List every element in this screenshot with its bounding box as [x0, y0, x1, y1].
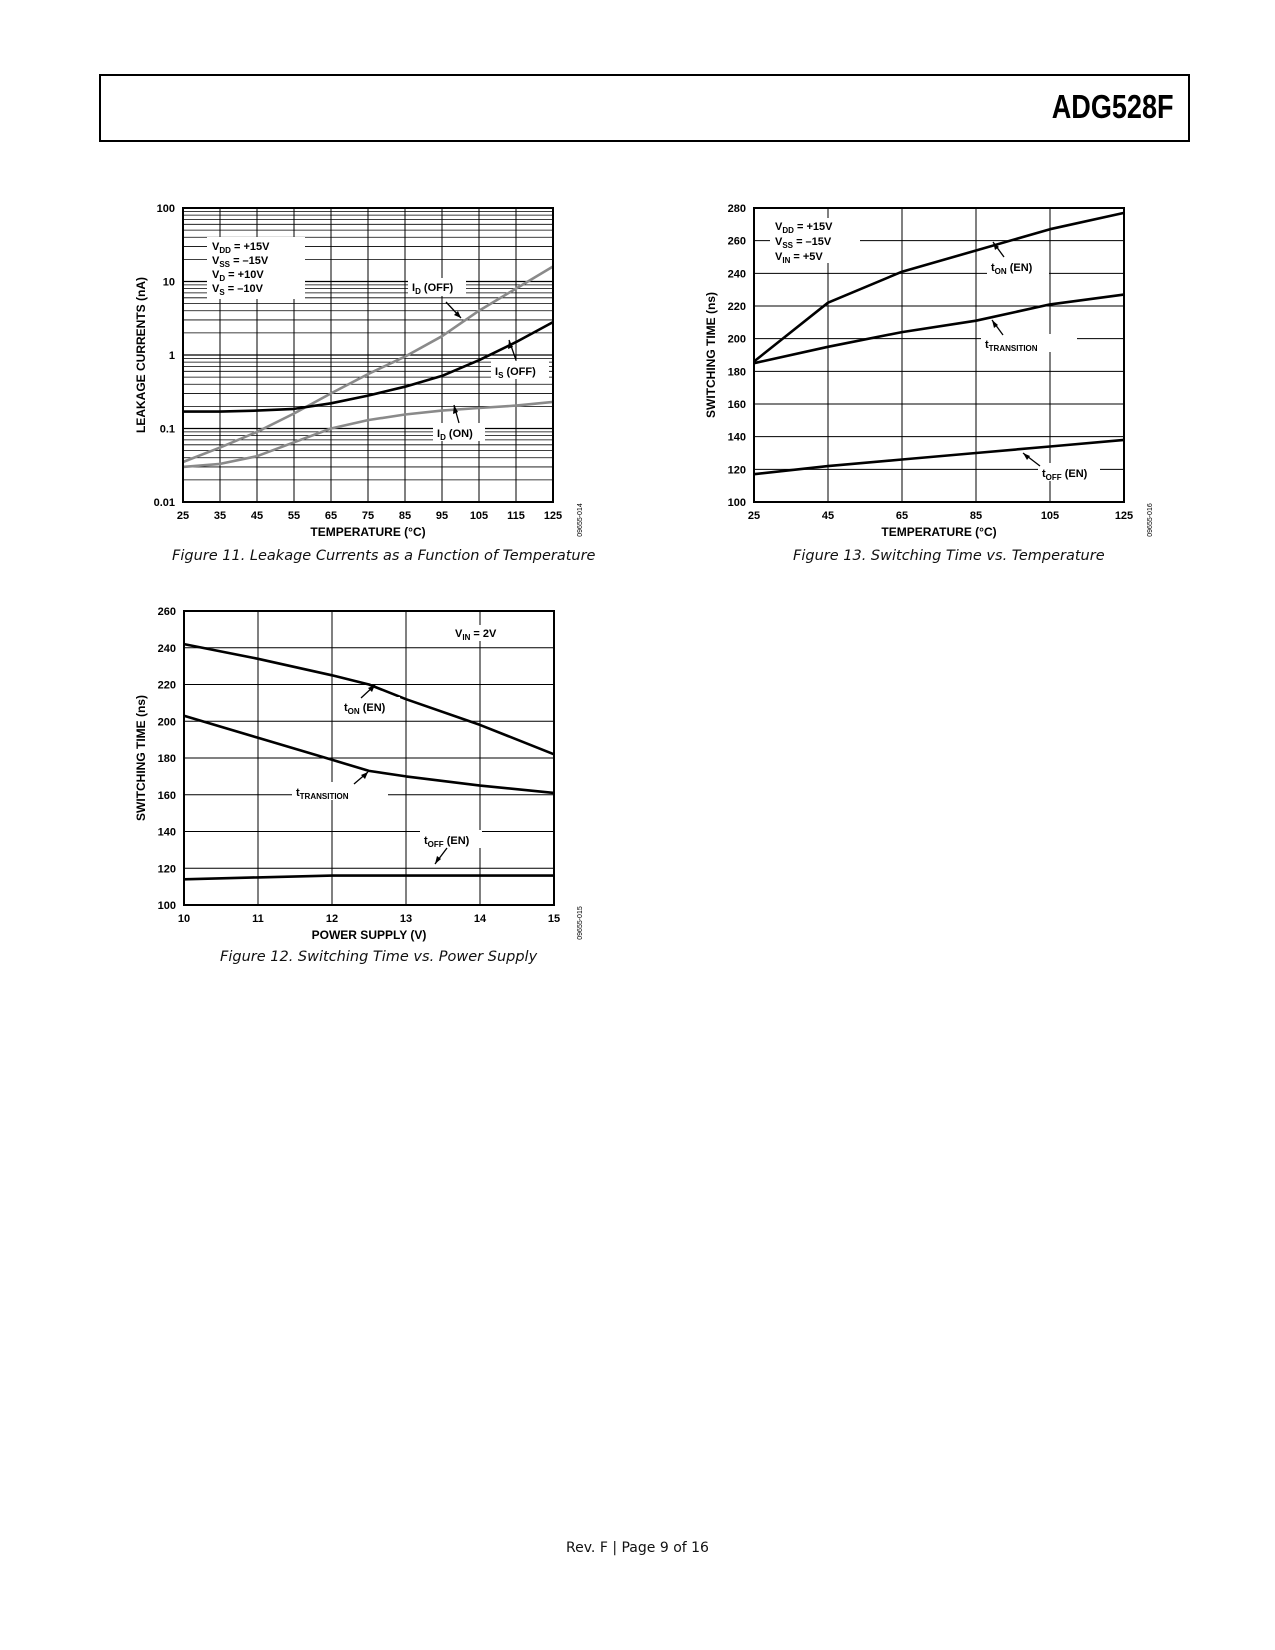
label-id-on: $I_D$ (ON): [437, 428, 473, 442]
page-footer: Rev. F | Page 9 of 16: [566, 1540, 709, 1556]
x-tick-label: 11: [252, 913, 264, 925]
condition-vss: $V_{SS} = -15V$: [775, 236, 832, 250]
condition-vs: $V_S = -10V$: [212, 283, 263, 297]
y-tick-label: 240: [157, 642, 176, 655]
y-tick-label: 180: [157, 753, 176, 765]
y-tick-label: 200: [727, 333, 746, 346]
x-tick-label: 125: [543, 510, 563, 522]
x-tick-label: 45: [821, 510, 835, 522]
x-tick-label: 65: [324, 510, 338, 522]
x-tick-label: 85: [969, 510, 983, 522]
x-tick-label: 65: [895, 510, 909, 522]
label-ttransition: $t_{TRANSITION}$: [296, 787, 349, 801]
series-line-ttransition: [184, 716, 554, 793]
label-id-off: $I_D$ (OFF): [412, 282, 454, 296]
x-tick-label: 105: [1040, 510, 1060, 522]
y-axis-title: LEAKAGE CURRENTS (nA): [134, 277, 148, 433]
x-tick-label: 95: [435, 510, 449, 522]
x-tick-label: 10: [177, 913, 191, 925]
figure-11-caption: Figure 11. Leakage Currents as a Function of Temperature: [172, 548, 596, 564]
y-tick-label: 100: [156, 203, 175, 215]
y-tick-label: 100: [157, 900, 176, 912]
label-toff-en: $t_{OFF}$ (EN): [424, 835, 470, 849]
condition-vd: $V_D = +10V$: [212, 269, 264, 283]
y-tick-label: 140: [727, 431, 746, 444]
y-tick-label: 280: [727, 203, 746, 215]
y-tick-label: 260: [157, 606, 176, 618]
figure-12-caption: Figure 12. Switching Time vs. Power Supply: [220, 949, 538, 965]
x-tick-label: 105: [469, 510, 489, 522]
y-tick-label: 160: [727, 399, 746, 411]
x-tick-label: 35: [213, 510, 227, 522]
x-tick-label: 12: [325, 913, 339, 925]
x-tick-label: 13: [399, 913, 413, 925]
y-tick-label: 180: [727, 366, 746, 379]
x-axis-title: TEMPERATURE (°C): [310, 525, 426, 539]
y-axis-title: SWITCHING TIME (ns): [134, 695, 148, 821]
x-tick-label: 85: [398, 510, 412, 522]
figure-11-chart: [130, 195, 590, 545]
figure-code: 09655-016: [1147, 503, 1154, 537]
y-tick-label: 120: [727, 464, 746, 477]
y-tick-label: 10: [162, 276, 175, 289]
y-tick-label: 260: [727, 235, 746, 248]
figure-code: 09655-014: [577, 503, 584, 537]
y-tick-label: 160: [157, 789, 176, 802]
y-tick-label: 0.01: [153, 497, 175, 509]
x-tick-label: 15: [547, 913, 561, 925]
y-axis-title: SWITCHING TIME (ns): [704, 292, 718, 418]
y-tick-label: 0.1: [159, 423, 175, 436]
y-tick-label: 200: [157, 716, 176, 729]
y-tick-label: 240: [727, 268, 746, 281]
label-ton-en: $t_{ON}$ (EN): [991, 262, 1033, 276]
label-is-off: $I_S$ (OFF): [495, 366, 536, 380]
y-tick-label: 100: [727, 497, 746, 509]
x-tick-label: 75: [361, 510, 375, 522]
figure-12-chart: [130, 598, 590, 948]
x-tick-label: 115: [507, 510, 525, 522]
figure-13-caption: Figure 13. Switching Time vs. Temperature: [793, 548, 1105, 564]
x-tick-label: 55: [287, 510, 301, 522]
x-axis-title: POWER SUPPLY (V): [311, 928, 427, 942]
condition-vin: $V_{IN} = 2V$: [455, 628, 497, 642]
figure-13-chart: [700, 195, 1160, 545]
figure-code: 09655-015: [577, 906, 584, 940]
x-axis-title: TEMPERATURE (°C): [881, 525, 997, 539]
condition-vin: $V_{IN} = +5V$: [775, 251, 823, 265]
y-tick-label: 140: [157, 826, 176, 839]
x-tick-label: 14: [473, 913, 487, 925]
condition-vss: $V_{SS} = -15V$: [212, 255, 269, 269]
y-tick-label: 120: [157, 863, 176, 876]
x-tick-label: 25: [176, 510, 190, 522]
y-tick-label: 220: [157, 679, 176, 692]
condition-vdd: $V_{DD} = +15V$: [212, 241, 270, 255]
x-tick-label: 125: [1114, 510, 1134, 522]
series-line-toff-en: [184, 876, 554, 880]
condition-vdd: $V_{DD} = +15V$: [775, 221, 833, 235]
x-tick-label: 45: [250, 510, 264, 522]
label-ton-en: $t_{ON}$ (EN): [344, 702, 386, 716]
label-ttransition: $t_{TRANSITION}$: [985, 339, 1038, 353]
page-header: [99, 74, 1190, 142]
series-line-ttransition: [754, 295, 1124, 364]
label-toff-en: $t_{OFF}$ (EN): [1042, 468, 1088, 482]
y-tick-label: 1: [168, 350, 175, 362]
y-tick-label: 220: [727, 301, 746, 313]
part-number: ADG528F: [1052, 88, 1174, 125]
x-tick-label: 25: [747, 510, 761, 522]
